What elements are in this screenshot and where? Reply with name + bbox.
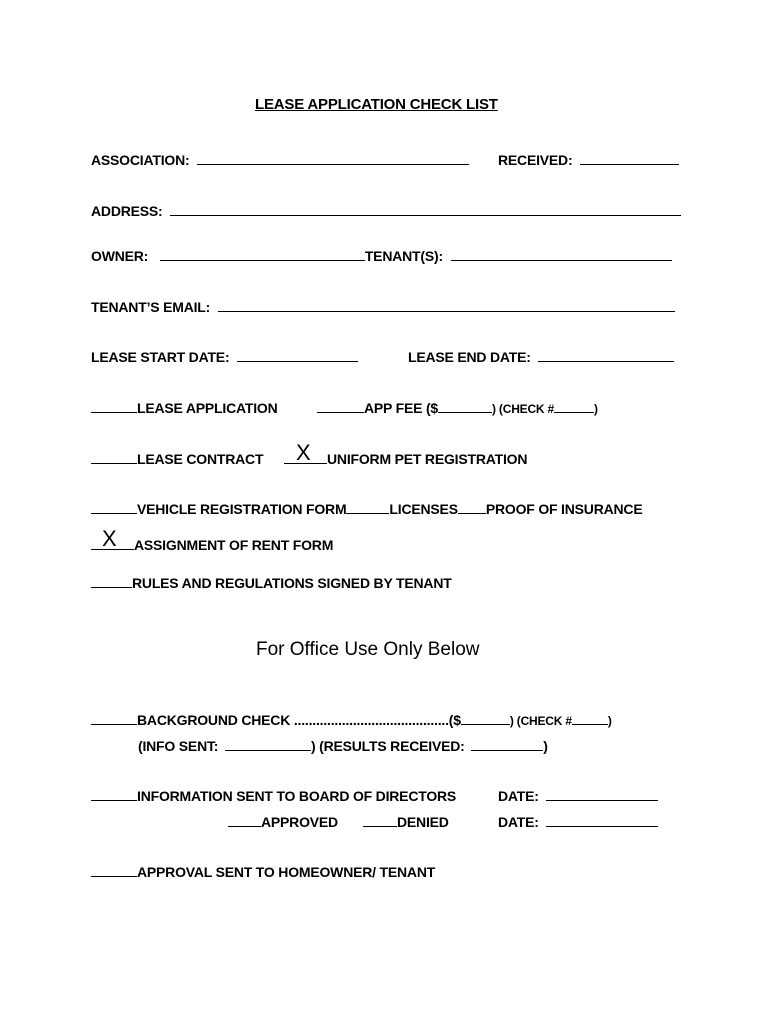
tenants-field[interactable] bbox=[451, 246, 672, 261]
board-date-label: DATE: bbox=[498, 788, 539, 804]
tenants-label: TENANT(S): bbox=[364, 248, 443, 264]
address-label: ADDRESS: bbox=[91, 203, 163, 219]
uniform-pet-check-mark: X bbox=[296, 440, 311, 465]
info-sent-field[interactable] bbox=[225, 736, 311, 751]
approval-sent-checkbox[interactable] bbox=[91, 862, 137, 877]
owner-field[interactable] bbox=[160, 246, 365, 261]
received-label: RECEIVED: bbox=[498, 152, 573, 168]
background-check-number-field[interactable] bbox=[572, 710, 608, 725]
app-fee-item bbox=[317, 398, 598, 418]
lease-contract-item bbox=[91, 449, 263, 468]
vehicle-registration-label: VEHICLE REGISTRATION FORM bbox=[137, 501, 347, 517]
background-check-item bbox=[91, 710, 612, 730]
background-check-close-paren: ) bbox=[607, 714, 612, 728]
licenses-checkbox[interactable] bbox=[346, 499, 389, 514]
app-fee-close-paren: ) bbox=[594, 402, 598, 416]
decision-date-row bbox=[498, 812, 658, 831]
background-check-number-label: ) (CHECK # bbox=[509, 714, 572, 728]
page-title: LEASE APPLICATION CHECK LIST bbox=[255, 96, 498, 113]
association-row bbox=[91, 150, 469, 169]
app-fee-amount-field[interactable] bbox=[438, 398, 492, 413]
owner-label: OWNER: bbox=[91, 248, 149, 264]
results-received-label: ) (RESULTS RECEIVED: bbox=[310, 738, 465, 754]
approved-item bbox=[228, 812, 338, 831]
vehicle-registration-checkbox[interactable] bbox=[91, 499, 137, 514]
approved-label: APPROVED bbox=[261, 814, 338, 830]
approval-sent-label: APPROVAL SENT TO HOMEOWNER/ TENANT bbox=[137, 864, 436, 880]
received-row bbox=[498, 150, 679, 169]
app-fee-check-number-field[interactable] bbox=[554, 398, 594, 413]
denied-checkbox[interactable] bbox=[363, 812, 397, 827]
app-fee-check-label: ) (CHECK # bbox=[492, 402, 555, 416]
board-info-item bbox=[91, 786, 456, 805]
licenses-label: LICENSES bbox=[389, 501, 458, 517]
lease-end-field[interactable] bbox=[538, 347, 674, 362]
rules-label: RULES AND REGULATIONS SIGNED BY TENANT bbox=[132, 575, 452, 591]
lease-start-field[interactable] bbox=[237, 347, 358, 362]
app-fee-label: APP FEE ($ bbox=[364, 400, 438, 416]
board-date-field[interactable] bbox=[546, 786, 658, 801]
received-field[interactable] bbox=[580, 150, 679, 165]
background-check-label: BACKGROUND CHECK ..........................................($ bbox=[137, 712, 461, 728]
info-sent-label: (INFO SENT: bbox=[138, 738, 219, 754]
lease-contract-label: LEASE CONTRACT bbox=[137, 451, 264, 467]
assignment-rent-check-mark: X bbox=[102, 526, 117, 551]
decision-date-field[interactable] bbox=[546, 812, 658, 827]
approved-checkbox[interactable] bbox=[228, 812, 261, 827]
lease-contract-checkbox[interactable] bbox=[91, 449, 137, 464]
assignment-rent-label: ASSIGNMENT OF RENT FORM bbox=[134, 537, 334, 553]
address-field[interactable] bbox=[170, 201, 681, 216]
assignment-rent-item bbox=[91, 535, 333, 554]
board-info-checkbox[interactable] bbox=[91, 786, 137, 801]
info-sent-row bbox=[138, 736, 548, 755]
app-fee-checkbox[interactable] bbox=[317, 398, 364, 413]
rules-checkbox[interactable] bbox=[91, 573, 132, 588]
board-date-row bbox=[498, 786, 658, 805]
decision-date-label: DATE: bbox=[498, 814, 539, 830]
lease-application-item bbox=[91, 398, 278, 417]
lease-application-checkbox[interactable] bbox=[91, 398, 137, 413]
background-check-amount-field[interactable] bbox=[461, 710, 510, 725]
lease-application-label: LEASE APPLICATION bbox=[137, 400, 278, 416]
address-row bbox=[91, 201, 681, 220]
lease-start-label: LEASE START DATE: bbox=[91, 349, 230, 365]
results-received-field[interactable] bbox=[471, 736, 543, 751]
lease-start-row bbox=[91, 347, 358, 366]
association-label: ASSOCIATION: bbox=[91, 152, 190, 168]
proof-insurance-checkbox[interactable] bbox=[458, 499, 486, 514]
lease-end-label: LEASE END DATE: bbox=[408, 349, 531, 365]
association-field[interactable] bbox=[197, 150, 469, 165]
proof-insurance-label: PROOF OF INSURANCE bbox=[485, 501, 643, 517]
background-check-checkbox[interactable] bbox=[91, 710, 137, 725]
denied-item bbox=[363, 812, 449, 831]
rules-item bbox=[91, 573, 452, 592]
office-use-heading: For Office Use Only Below bbox=[256, 639, 480, 660]
uniform-pet-label: UNIFORM PET REGISTRATION bbox=[327, 451, 528, 467]
vehicle-row bbox=[91, 499, 642, 518]
board-info-label: INFORMATION SENT TO BOARD OF DIRECTORS bbox=[137, 788, 457, 804]
uniform-pet-item bbox=[284, 449, 527, 468]
tenant-email-row bbox=[91, 297, 675, 316]
tenant-email-field[interactable] bbox=[218, 297, 675, 312]
owner-row bbox=[91, 246, 672, 265]
tenant-email-label: TENANT’S EMAIL: bbox=[91, 299, 211, 315]
lease-end-row bbox=[408, 347, 674, 366]
results-close-paren: ) bbox=[543, 738, 548, 754]
denied-label: DENIED bbox=[397, 814, 449, 830]
approval-sent-item bbox=[91, 862, 435, 881]
